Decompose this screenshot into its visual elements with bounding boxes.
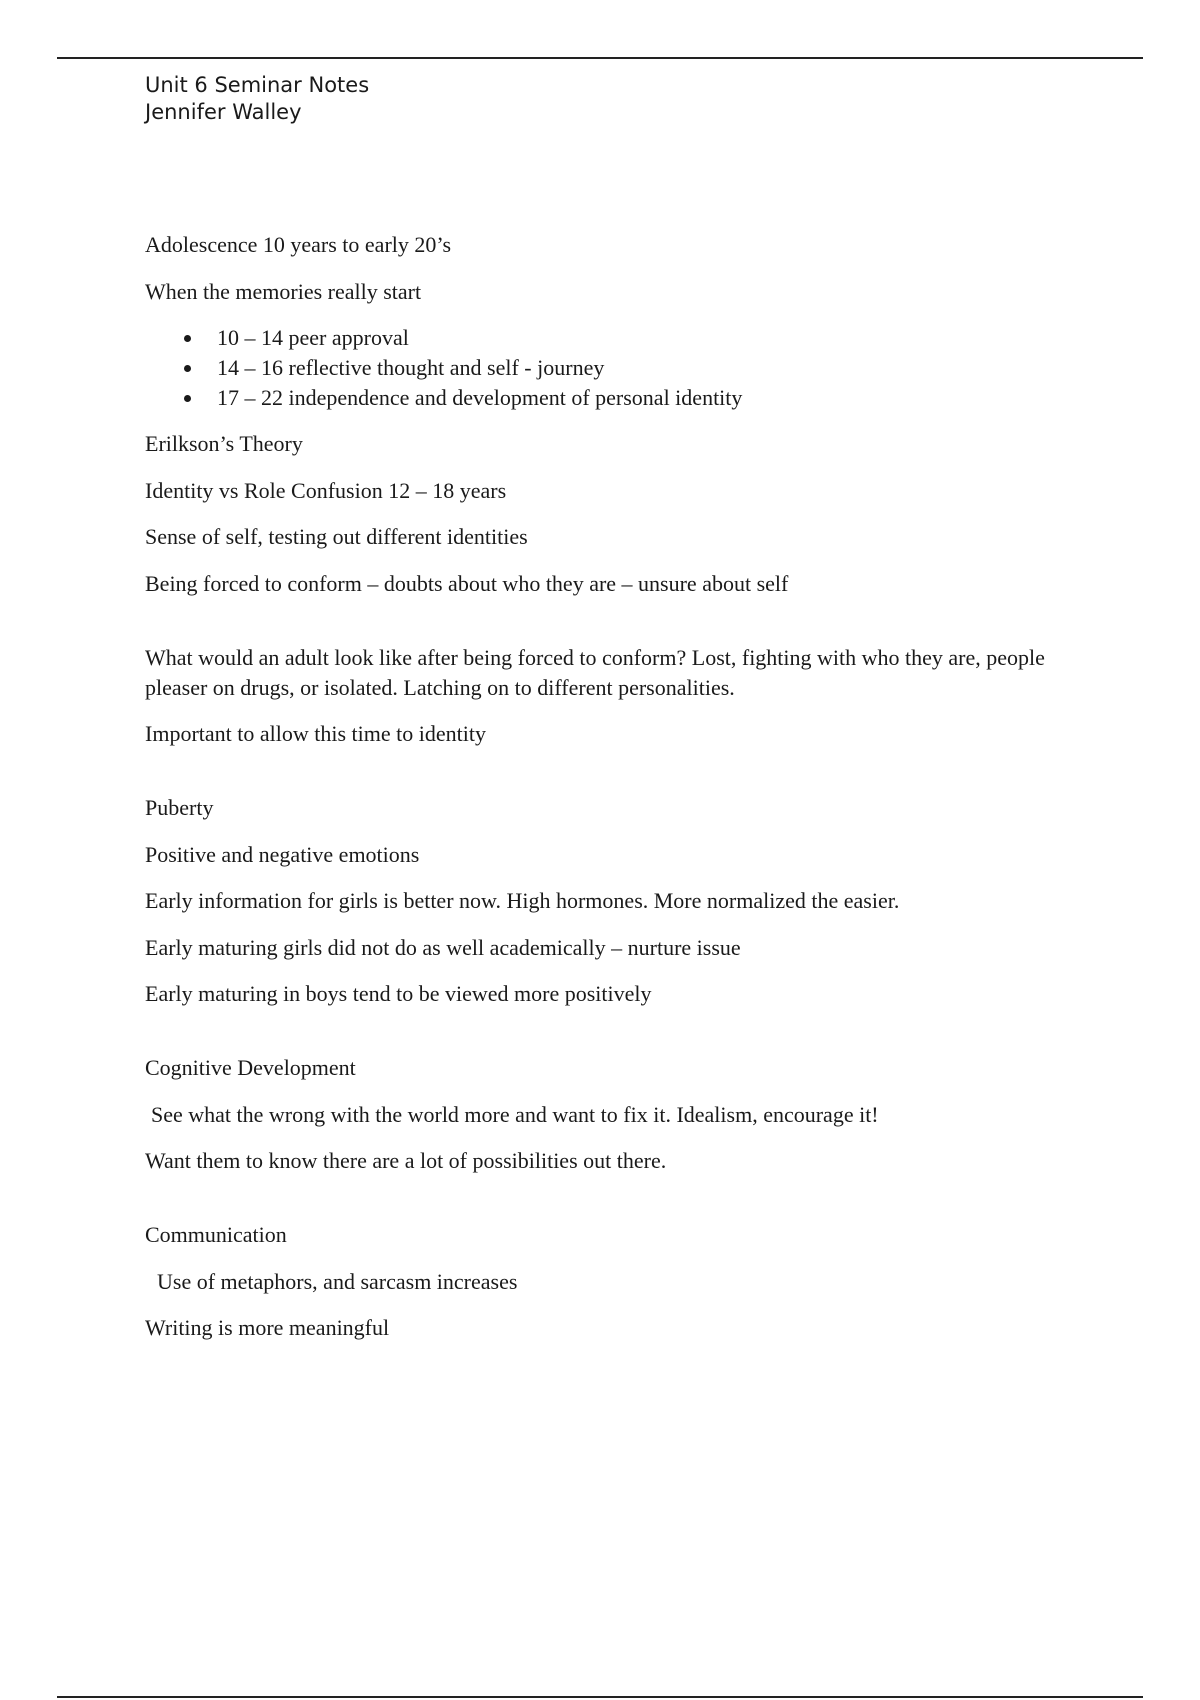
top-rule [57,57,1143,59]
bullet-icon [184,395,191,402]
idealism-note: See what the wrong with the world more and want to fix it. Idealism, encourage it! [151,1101,879,1127]
list-item-text: 17 – 22 independence and development of personal identity [217,385,743,410]
early-maturing-boys-note: Early maturing in boys tend to be viewed more positively [145,981,652,1006]
list-item-text: 14 – 16 reflective thought and self - journey [217,355,605,380]
bottom-rule [57,1696,1143,1698]
stage-bullet-list [145,323,1085,413]
document-title: Unit 6 Seminar Notes [145,73,370,97]
writing-note: Writing is more meaningful [145,1315,390,1340]
document-body [145,230,1085,1360]
bullet-icon [184,335,191,342]
puberty-heading: Puberty [145,795,214,820]
sense-of-self-note: Sense of self, testing out different identities [145,524,528,549]
document-author: Jennifer Walley [145,100,302,124]
bullet-icon [184,365,191,372]
metaphors-note: Use of metaphors, and sarcasm increases [157,1268,518,1294]
conform-note: Being forced to conform – doubts about who they are – unsure about self [145,570,789,596]
early-maturing-girls-note: Early maturing girls did not do as well academically – nurture issue [145,934,741,960]
possibilities-note: Want them to know there are a lot of possibilities out there. [145,1148,667,1173]
identity-time-note: Important to allow this time to identity [145,721,486,746]
document-header [145,72,369,126]
list-item-text: 10 – 14 peer approval [217,325,409,350]
cognitive-heading: Cognitive Development [145,1055,356,1080]
identity-stage: Identity vs Role Confusion 12 – 18 years [145,477,507,503]
girls-information-note: Early information for girls is better now. High hormones. More normalized the easier. [145,888,900,913]
list-item [145,353,1085,383]
list-item [145,323,1085,353]
communication-heading: Communication [145,1222,287,1247]
emotions-note: Positive and negative emotions [145,841,420,867]
theory-heading: Erilkson’s Theory [145,431,303,456]
adolescence-age-range: Adolescence 10 years to early 20’s [145,232,452,257]
adult-question: What would an adult look like after being forced to conform? Lost, fighting with who they are, people pleaser on drugs, or isolated. Latching on to different personalities. [145,644,1045,700]
list-item [145,383,1085,413]
memories-note: When the memories really start [145,278,422,304]
